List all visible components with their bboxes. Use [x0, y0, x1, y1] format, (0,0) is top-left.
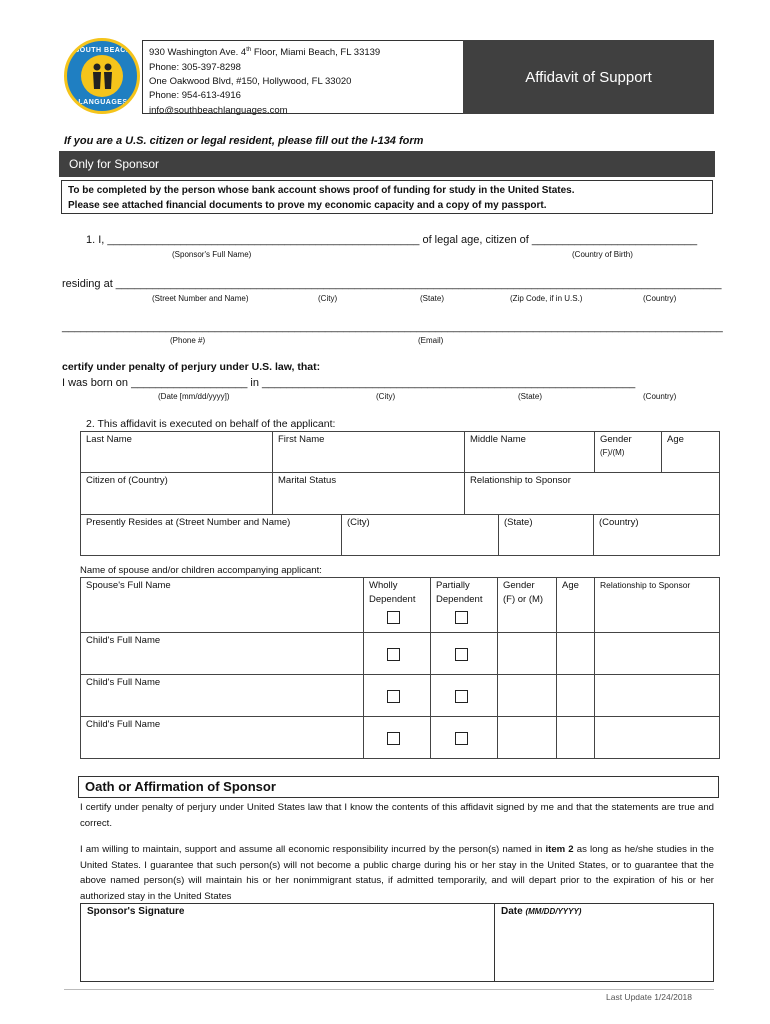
marital-status-label: Marital Status — [278, 475, 337, 486]
age-label: Age — [667, 434, 684, 445]
relationship-label: Relationship to Sponsor — [470, 475, 571, 486]
address-line-1 — [149, 43, 458, 61]
sponsor-instructions — [61, 180, 713, 214]
birth-line[interactable]: I was born on ___________________ in _____________________________________________________________ — [62, 377, 636, 389]
child1-name-field[interactable] — [80, 632, 364, 675]
resides-state-field[interactable] — [498, 514, 594, 556]
caption-sponsor-name: (Sponsor's Full Name) — [172, 250, 252, 259]
logo-figures-icon — [81, 55, 123, 97]
address-sup: th — [246, 47, 252, 53]
marital-status-field[interactable] — [272, 472, 465, 515]
family-age-label: Age — [562, 580, 579, 591]
child3-partially-checkbox[interactable] — [455, 732, 468, 745]
instruction-2: Please see attached financial documents to prove my economic capacity and a copy of my passport. — [68, 200, 547, 211]
child3-name-label: Child's Full Name — [86, 719, 161, 730]
date-format-label: (MM/DD/YYYY) — [525, 907, 582, 916]
citizen-of-label: Citizen of (Country) — [86, 475, 168, 486]
address-line-2: One Oakwood Blvd, #150, Hollywood, FL 33020 — [149, 75, 352, 87]
caption-email: (Email) — [418, 336, 444, 345]
caption-phone: (Phone #) — [170, 336, 206, 345]
item2-heading: 2. This affidavit is executed on behalf of the applicant: — [86, 418, 336, 430]
child2-relationship-field[interactable] — [594, 674, 720, 717]
residence-line[interactable]: residing at ___________________________________________________________________________________________________ — [62, 278, 722, 290]
instruction-1: To be completed by the person whose bank account shows proof of funding for study in the United States. — [68, 185, 575, 196]
email-address: info@southbeachlanguages.com — [149, 104, 288, 116]
school-logo — [64, 38, 140, 114]
spouse-name-label: Spouse's Full Name — [86, 580, 171, 591]
oath-para2-b: as long as he/she studies in the United States. I guarantee that such person(s) will not become a public charge during his or her stay in the United States, or to guarantee that the above named person(s) will maintain his or her nonimmigrant status, if admitted temporarily, and will depart prior to the expiration of his or her authorized stay in the United States — [80, 844, 714, 902]
oath-para2-bold: item 2 — [545, 844, 574, 855]
address-line-1a: 930 Washington Ave. 4 — [149, 47, 247, 59]
child1-wholly-checkbox[interactable] — [387, 648, 400, 661]
child3-name-field[interactable] — [80, 716, 364, 759]
citizen-of-field[interactable] — [80, 472, 273, 515]
logo-text-top: SOUTH BEACH — [74, 47, 132, 54]
caption-birth-city: (City) — [376, 392, 396, 401]
phone-2: Phone: 954-613-4916 — [149, 90, 241, 102]
caption-country: (Country) — [643, 294, 677, 303]
caption-birth-country: (Country) — [643, 392, 677, 401]
resides-city-label: (City) — [347, 517, 370, 528]
spouse-wholly-dependent — [363, 577, 431, 633]
child1-name-label: Child's Full Name — [86, 635, 161, 646]
child1-partially-checkbox[interactable] — [455, 648, 468, 661]
sponsor-name-line[interactable]: 1. I, ___________________________________________________ of legal age, citizen of ___________________________ — [86, 234, 698, 246]
oath-paragraph-1: I certify under penalty of perjury under United States law that I know the contents of this affidavit signed by me and that the statements are true and correct. — [80, 802, 714, 829]
middle-name-label: Middle Name — [470, 434, 526, 445]
child3-age-field[interactable] — [556, 716, 595, 759]
resides-city-field[interactable] — [341, 514, 499, 556]
spouse-partially-checkbox[interactable] — [455, 611, 468, 624]
wholly-label-1: Wholly — [369, 580, 398, 591]
resides-country-label: (Country) — [599, 517, 639, 528]
first-name-field[interactable] — [272, 431, 465, 473]
signature-label: Sponsor's Signature — [87, 906, 185, 917]
child2-name-field[interactable] — [80, 674, 364, 717]
gender-field[interactable] — [594, 431, 662, 473]
logo-text-bottom: LANGUAGES — [78, 99, 128, 106]
last-name-label: Last Name — [86, 434, 132, 445]
caption-street: (Street Number and Name) — [152, 294, 249, 303]
gender-sub-label: (F)/(M) — [600, 448, 625, 457]
family-relationship-label: Relationship to Sponsor — [600, 580, 691, 590]
footer-divider — [64, 989, 714, 990]
phone-email-line[interactable]: ____________________________________________________________________________________________________________ — [62, 321, 723, 333]
last-name-field[interactable] — [80, 431, 273, 473]
child3-relationship-field[interactable] — [594, 716, 720, 759]
address-line-1b: Floor, Miami Beach, FL 33139 — [251, 47, 381, 59]
date-label: Date — [501, 906, 523, 917]
caption-birth-state: (State) — [518, 392, 543, 401]
resides-state-label: (State) — [504, 517, 533, 528]
middle-name-field[interactable] — [464, 431, 595, 473]
resides-country-field[interactable] — [593, 514, 720, 556]
child1-relationship-field[interactable] — [594, 632, 720, 675]
spouse-name-field[interactable] — [80, 577, 364, 633]
caption-state: (State) — [420, 294, 445, 303]
child2-age-field[interactable] — [556, 674, 595, 717]
resides-street-field[interactable] — [80, 514, 342, 556]
certify-heading: certify under penalty of perjury under U.S. law, that: — [62, 361, 321, 373]
wholly-label-2: Dependent — [369, 594, 416, 605]
oath-paragraph-2 — [80, 842, 714, 904]
sponsor-signature-field[interactable] — [80, 903, 495, 982]
age-field[interactable] — [661, 431, 720, 473]
child2-name-label: Child's Full Name — [86, 677, 161, 688]
i134-note: If you are a U.S. citizen or legal resident, please fill out the I-134 form — [64, 135, 424, 147]
family-heading: Name of spouse and/or children accompanying applicant: — [80, 565, 322, 576]
last-update: Last Update 1/24/2018 — [606, 992, 693, 1002]
caption-country-birth: (Country of Birth) — [572, 250, 633, 259]
oath-para2-a: I am willing to maintain, support and assume all economic responsibility incurred by the person(s) named in — [80, 844, 546, 855]
child2-partially-checkbox[interactable] — [455, 690, 468, 703]
spouse-partially-dependent — [430, 577, 498, 633]
phone-1: Phone: 305-397-8298 — [149, 61, 241, 73]
caption-city: (City) — [318, 294, 338, 303]
signature-date-field[interactable] — [494, 903, 714, 982]
relationship-field[interactable] — [464, 472, 720, 515]
partially-label-1: Partially — [436, 580, 470, 591]
spouse-gender-field[interactable] — [497, 577, 557, 633]
family-gender-label-1: Gender — [503, 580, 535, 591]
child1-age-field[interactable] — [556, 632, 595, 675]
child2-wholly-checkbox[interactable] — [387, 690, 400, 703]
spouse-wholly-checkbox[interactable] — [387, 611, 400, 624]
oath-section-title: Oath or Affirmation of Sponsor — [78, 776, 719, 798]
spouse-age-field[interactable] — [556, 577, 595, 633]
child3-wholly-checkbox[interactable] — [387, 732, 400, 745]
gender-label: Gender — [600, 434, 632, 445]
child2-gender-field[interactable] — [497, 674, 557, 717]
document-title: Affidavit of Support — [463, 40, 714, 114]
child3-gender-field[interactable] — [497, 716, 557, 759]
caption-birth-date: (Date [mm/dd/yyyy]) — [158, 392, 230, 401]
first-name-label: First Name — [278, 434, 325, 445]
partially-label-2: Dependent — [436, 594, 483, 605]
spouse-relationship-field[interactable] — [594, 577, 720, 633]
child1-gender-field[interactable] — [497, 632, 557, 675]
section-sponsor-title: Only for Sponsor — [59, 151, 715, 177]
caption-zip: (Zip Code, if in U.S.) — [510, 294, 583, 303]
family-gender-label-2: (F) or (M) — [503, 594, 544, 605]
address-block — [142, 40, 464, 114]
resides-street-label: Presently Resides at (Street Number and Name) — [86, 517, 291, 528]
